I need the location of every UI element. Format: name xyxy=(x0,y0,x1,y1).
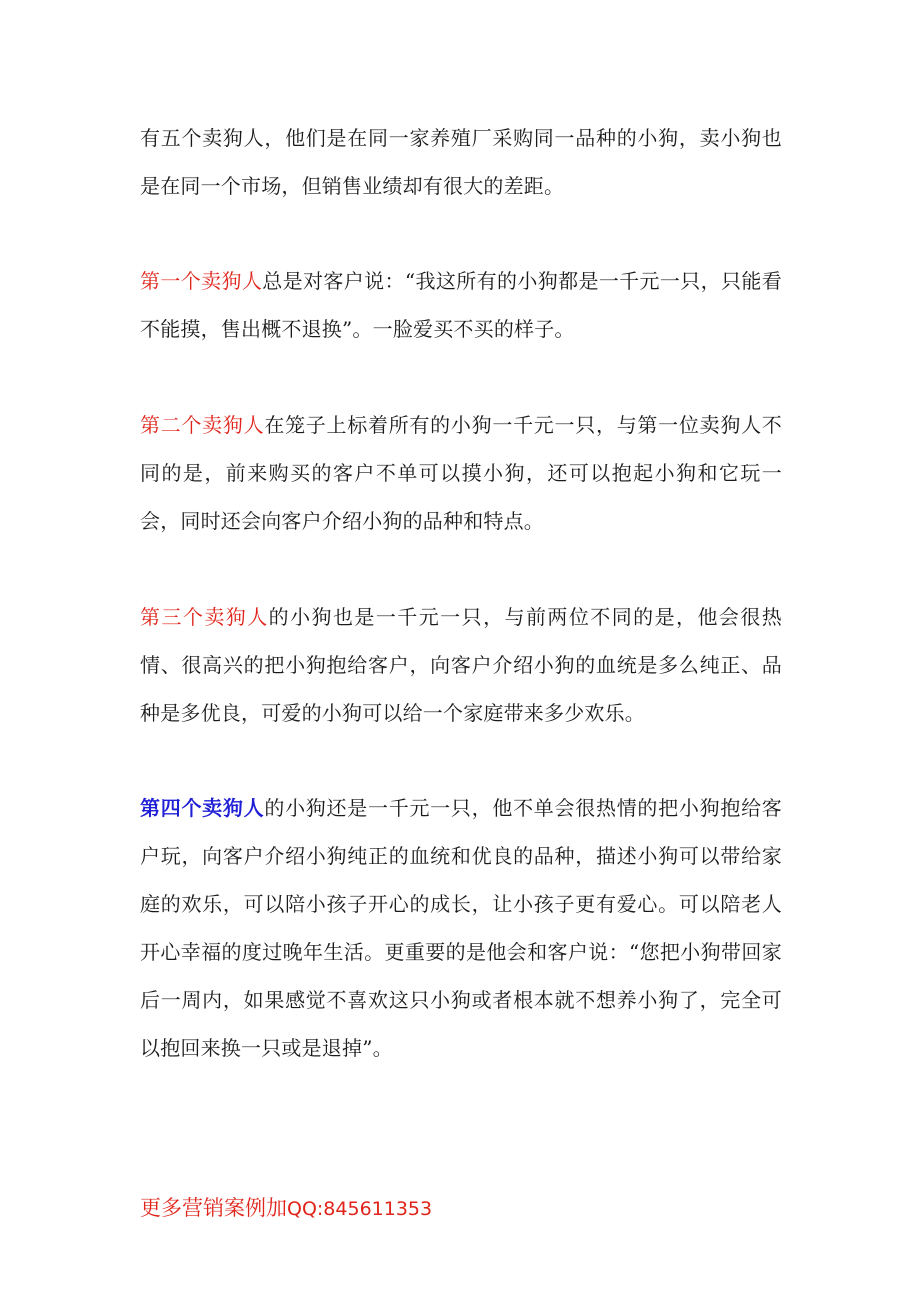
paragraph-intro xyxy=(140,114,782,210)
footer-label: 更多营销案例加 xyxy=(140,1196,287,1220)
seller-3-text: 的小狗也是一千元一只，与前两位不同的是，他会很热情、很高兴的把小狗抱给客户，向客户介绍小狗的血统是多么纯正、品种是多优良，可爱的小狗可以给一个家庭带来多少欢乐。 xyxy=(140,605,782,725)
seller-3-lead: 第三个卖狗人 xyxy=(140,605,269,629)
paragraph-seller-4 xyxy=(140,784,782,1072)
paragraph-seller-2 xyxy=(140,401,782,545)
footer-contact xyxy=(140,1188,432,1229)
paragraph-seller-1 xyxy=(140,257,782,353)
seller-1-text: 总是对客户说：“我这所有的小狗都是一千元一只，只能看不能摸，售出概不退换”。一脸爱买不买的样子。 xyxy=(140,269,782,341)
seller-4-lead: 第四个卖狗人 xyxy=(140,796,265,820)
seller-1-lead: 第一个卖狗人 xyxy=(140,269,263,293)
seller-2-text: 在笼子上标着所有的小狗一千元一只，与第一位卖狗人不同的是，前来购买的客户不单可以摸小狗，还可以抱起小狗和它玩一会，同时还会向客户介绍小狗的品种和特点。 xyxy=(140,413,782,533)
seller-2-lead: 第二个卖狗人 xyxy=(140,413,265,437)
paragraph-seller-3 xyxy=(140,593,782,737)
paragraph-intro-text: 有五个卖狗人，他们是在同一家养殖厂采购同一品种的小狗，卖小狗也是在同一个市场，但销售业绩却有很大的差距。 xyxy=(140,126,782,198)
seller-4-text: 的小狗还是一千元一只，他不单会很热情的把小狗抱给客户玩，向客户介绍小狗纯正的血统和优良的品种，描述小狗可以带给家庭的欢乐，可以陪小孩子开心的成长，让小孩子更有爱心。可以陪老人开心幸福的度过晚年生活。更重要的是他会和客户说：“您把小狗带回家后一周内，如果感觉不喜欢这只小狗或者根本就不想养小狗了，完全可以抱回来换一只或是退掉”。 xyxy=(140,796,782,1060)
footer-qq-number: QQ:845611353 xyxy=(287,1198,433,1220)
